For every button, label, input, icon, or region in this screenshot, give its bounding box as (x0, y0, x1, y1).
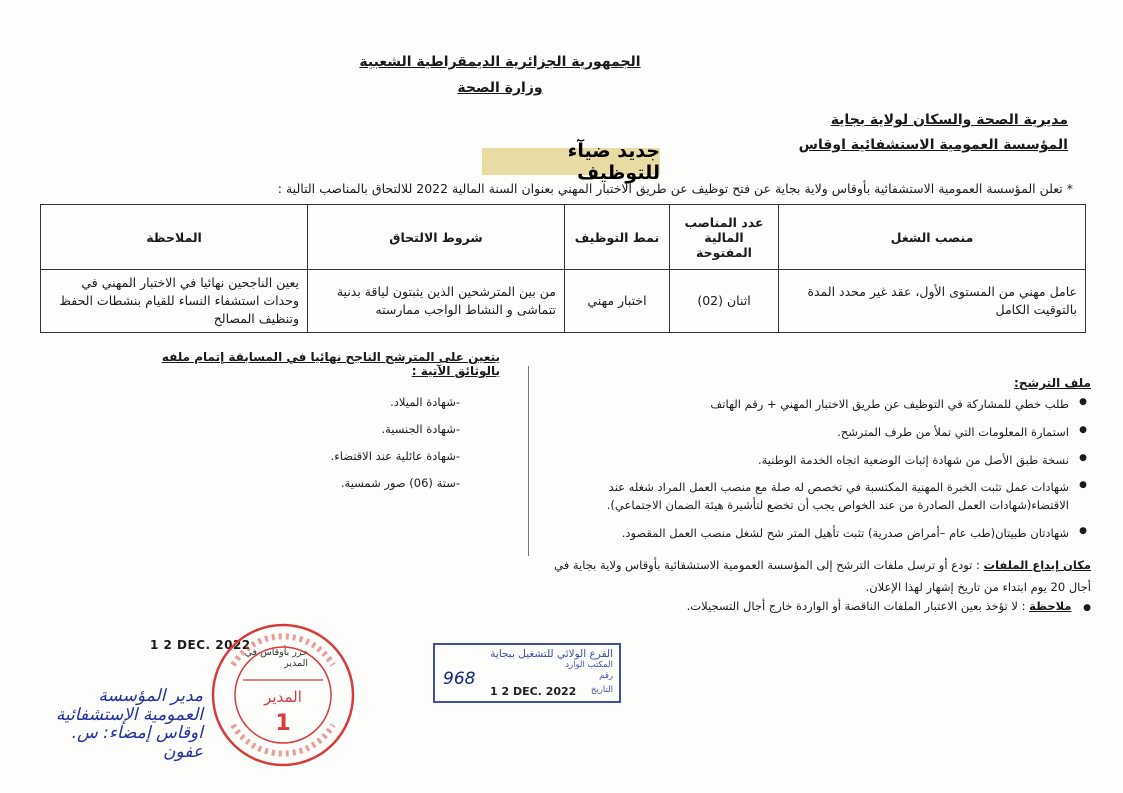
list-item: -شهادة الميلاد. (390, 395, 460, 409)
table-header-row (41, 205, 1086, 270)
stamp-line2: المكتب الوارد (565, 660, 613, 670)
positions-table (40, 204, 1086, 333)
table-header: منصب الشغل (779, 205, 1086, 270)
signature-date: 1 2 DEC. 2022 (150, 638, 251, 652)
deposit-text: : تودع أو ترسل ملفات الترشح إلى المؤسسة العمومية الاستشفائية بأوقاس ولاية بجاية في أجال 20 يوم ابتداء من تاريخ إشهار لهذا الإعلان. (554, 558, 1091, 594)
table-cell-mode: اختبار مهني (565, 270, 670, 333)
deposit-paragraph (551, 555, 1091, 599)
official-seal-icon (208, 620, 358, 770)
table-header: الملاحظة (41, 205, 308, 270)
seal-title: المدير (264, 688, 302, 706)
list-item: -ستة (06) صور شمسية. (340, 476, 460, 490)
table-header: شروط الالتحاق (308, 205, 565, 270)
deposit-label: مكان إيداع الملفات (983, 558, 1091, 572)
table-cell-count: اثنان (02) (670, 270, 779, 333)
list-item: ● استمارة المعلومات التي تملأ من طرف المترشح. (551, 424, 1091, 442)
list-item: -شهادة الجنسية. (381, 422, 460, 436)
seal-number: 1 (275, 711, 291, 736)
signature-role: المدير (284, 658, 308, 669)
note-label: ملاحظة (1029, 599, 1072, 613)
final-docs-title: يتعين على المترشح الناجح نهائيا في المسابقة إتمام ملفه بالوثائق الآتية : (161, 350, 500, 378)
column-divider (528, 366, 529, 556)
application-file-list (551, 396, 1091, 553)
table-row (41, 270, 1086, 333)
application-file-title: ملف الترشح: (1013, 376, 1091, 390)
institution-heading: المؤسسة العمومية الاستشفائية اوقاس (798, 137, 1068, 153)
list-item: ● طلب خطي للمشاركة في التوظيف عن طريق الاختبار المهني + رقم الهاتف (551, 396, 1091, 414)
list-item: ● شهادتان طبيتان(طب عام –أمراض صدرية) تثبت تأهيل المتر شح لشغل منصب العمل المقصود. (551, 525, 1091, 543)
stamp-number: 968 (443, 669, 476, 689)
list-item: ● نسخة طبق الأصل من شهادة إثبات الوضعية اتجاه الخدمة الوطنية. (551, 452, 1091, 470)
table-cell-position: عامل مهني من المستوى الأول، عقد غير محدد المدة بالتوقيت الكامل (779, 270, 1086, 333)
table-header: نمط التوظيف (565, 205, 670, 270)
final-docs-list (300, 395, 460, 503)
signature-place-text: حرر بأوقاس في (244, 647, 308, 658)
stamp-line1: الفرع الولائي للتشغيل ببجاية (490, 648, 613, 660)
note-text: : لا تؤخذ بعين الاعتبار الملفات الناقصة أو الواردة خارج أجال التسجيلات. (686, 599, 1026, 613)
note-paragraph (591, 599, 1091, 613)
reception-stamp (433, 643, 621, 703)
stamp-date-label: التاريخ (590, 685, 613, 695)
stamp-date: 1 2 DEC. 2022 (490, 685, 577, 698)
recruitment-banner: جديد ضيآء للتوظيف (482, 148, 660, 175)
list-item: -شهادة عائلية عند الاقتضاء. (330, 449, 460, 463)
table-cell-conditions: من بين المترشحين الذين يثبتون لياقة بدنية تتماشى و النشاط الواجب ممارسته (308, 270, 565, 333)
directorate-heading: مديرية الصحة والسكان لولاية بجاية (830, 112, 1068, 128)
ministry-heading: وزارة الصحة (457, 80, 543, 96)
list-item: ● شهادات عمل تثبت الخبرة المهنية المكتسبة في تخصص له صلة مع منصب العمل المراد شغله عند الاقتضاء(شهادات العمل الصادرة من عند الخواص يجب أن تخضع لتأشيرة هيئة الضمان الاجتماعي). (551, 479, 1091, 515)
table-header: عدد المناصب المالية المفتوحة (670, 205, 779, 270)
table-cell-note: يعين الناجحين نهائيا في الاختبار المهني في وحدات استشفاء النساء للقيام بنشطات الحفظ وتنظيف المصالح (41, 270, 308, 333)
director-signature: مدير المؤسسة العمومية الإستشفائية اوقاس إمضاء: س. عفون (55, 686, 203, 763)
announcement-intro: * تعلن المؤسسة العمومية الاستشفائية بأوقاس ولاية بجاية عن فتح توظيف عن طريق الاختبار المهني بعنوان السنة المالية 2022 للالتحاق بالمناصب التالية : (277, 181, 1073, 196)
republic-heading: الجمهورية الجزائرية الديمقراطية الشعبية (359, 54, 641, 70)
stamp-number-label: رقم (599, 671, 613, 681)
